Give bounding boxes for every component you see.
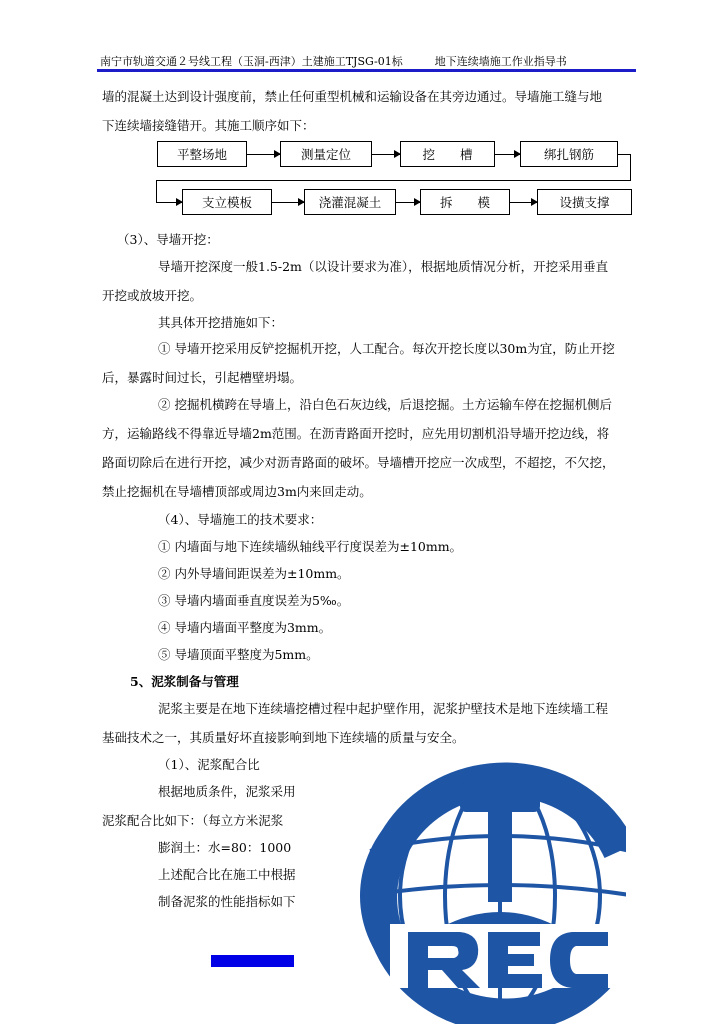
header-project: 南宁市轨道交通２号线工程（玉洞-西津）土建施工TJSG-01标 xyxy=(100,55,403,68)
flow-connector xyxy=(156,180,631,181)
flow-step-2: 测量定位 xyxy=(280,141,372,167)
s5-frag-1: 根据地质条件，泥浆采用 xyxy=(158,784,296,799)
flow-arrow xyxy=(372,154,400,155)
s5-frag-2: 泥浆配合比如下：（每立方米泥浆 xyxy=(102,813,284,828)
s3-item2-line1: ② 挖掘机横跨在导墙上，沿白色石灰边线，后退挖掘。土方运输车停在挖掘机侧后 xyxy=(158,397,612,412)
s4-item-2: ② 内外导墙间距误差为±10mm。 xyxy=(158,566,350,581)
blue-bar xyxy=(211,955,294,967)
flow-step-3: 挖 槽 xyxy=(400,141,495,167)
flow-arrow xyxy=(510,202,537,203)
flow-step-6: 浇灌混凝土 xyxy=(304,189,396,215)
s3-p1-line2: 开挖或放坡开挖。 xyxy=(102,288,203,303)
flow-connector xyxy=(618,154,630,155)
s4-item-5: ⑤ 导墙顶面平整度为5mm。 xyxy=(158,647,319,662)
header-rule xyxy=(97,69,636,72)
s5-frag-5: 制备泥浆的性能指标如下 xyxy=(158,894,296,909)
s4-item-4: ④ 导墙内墙面平整度为3mm。 xyxy=(158,620,332,635)
page-header xyxy=(100,53,567,69)
flow-step-5: 支立模板 xyxy=(182,189,272,215)
flow-step-4: 绑扎钢筋 xyxy=(520,141,618,167)
s5-p1-line1: 泥浆主要是在地下连续墙挖槽过程中起护壁作用，泥浆护壁技术是地下连续墙工程 xyxy=(158,701,609,716)
flow-connector xyxy=(630,154,631,180)
s3-p1-line1: 导墙开挖深度一般1.5-2m（以设计要求为准），根据地质情况分析，开挖采用垂直 xyxy=(158,259,609,274)
header-doc-title: 地下连续墙施工作业指导书 xyxy=(434,55,567,68)
intro-line-2: 下连续墙接缝错开。其施工顺序如下： xyxy=(102,118,315,133)
flow-step-1: 平整场地 xyxy=(157,141,247,167)
s4-item-3: ③ 导墙内墙面垂直度误差为5‰。 xyxy=(158,593,350,608)
crec-logo xyxy=(330,756,626,1024)
flow-step-7: 拆 模 xyxy=(420,189,510,215)
s3-item2-line2: 方，运输路线不得靠近导墙2m范围。在沥青路面开挖时，应先用切割机沿导墙开挖边线，将 xyxy=(102,426,610,441)
s5-frag-3: 膨润土：水=80：1000 xyxy=(158,840,292,855)
flow-arrow xyxy=(495,154,520,155)
s3-item2-line4: 禁止挖掘机在导墙槽顶部或周边3m内来回走动。 xyxy=(102,484,372,499)
intro-line-1: 墙的混凝土达到设计强度前，禁止任何重型机械和运输设备在其旁边通过。导墙施工缝与地 xyxy=(102,89,603,104)
s3-item1-line1: ① 导墙开挖采用反铲挖掘机开挖，人工配合。每次开挖长度以30m为宜，防止开挖 xyxy=(158,341,615,356)
s3-item2-line3: 路面切除后在进行开挖，减少对沥青路面的破坏。导墙槽开挖应一次成型，不超挖，不欠挖， xyxy=(102,455,615,470)
s4-heading: （4）、导墙施工的技术要求： xyxy=(158,512,323,527)
s5-p1-line2: 基础技术之一，其质量好坏直接影响到地下连续墙的质量与安全。 xyxy=(102,730,465,745)
s5-sub1: （1）、泥浆配合比 xyxy=(158,757,260,772)
s3-item1-line2: 后，暴露时间过长，引起槽壁坍塌。 xyxy=(102,370,303,385)
flow-arrow xyxy=(272,202,304,203)
flow-connector xyxy=(156,180,157,202)
crec-logo-graphic xyxy=(330,756,626,1024)
flow-arrow xyxy=(396,202,420,203)
s3-heading: （3）、导墙开挖： xyxy=(117,232,219,247)
s3-p2: 其具体开挖措施如下： xyxy=(158,315,284,330)
s5-heading: 5、泥浆制备与管理 xyxy=(130,674,239,689)
s5-frag-4: 上述配合比在施工中根据 xyxy=(158,867,296,882)
flow-arrow xyxy=(247,154,280,155)
flow-arrow xyxy=(156,202,182,203)
s4-item-1: ① 内墙面与地下连续墙纵轴线平行度误差为±10mm。 xyxy=(158,539,463,554)
flow-step-8: 设撗支撑 xyxy=(537,189,632,215)
